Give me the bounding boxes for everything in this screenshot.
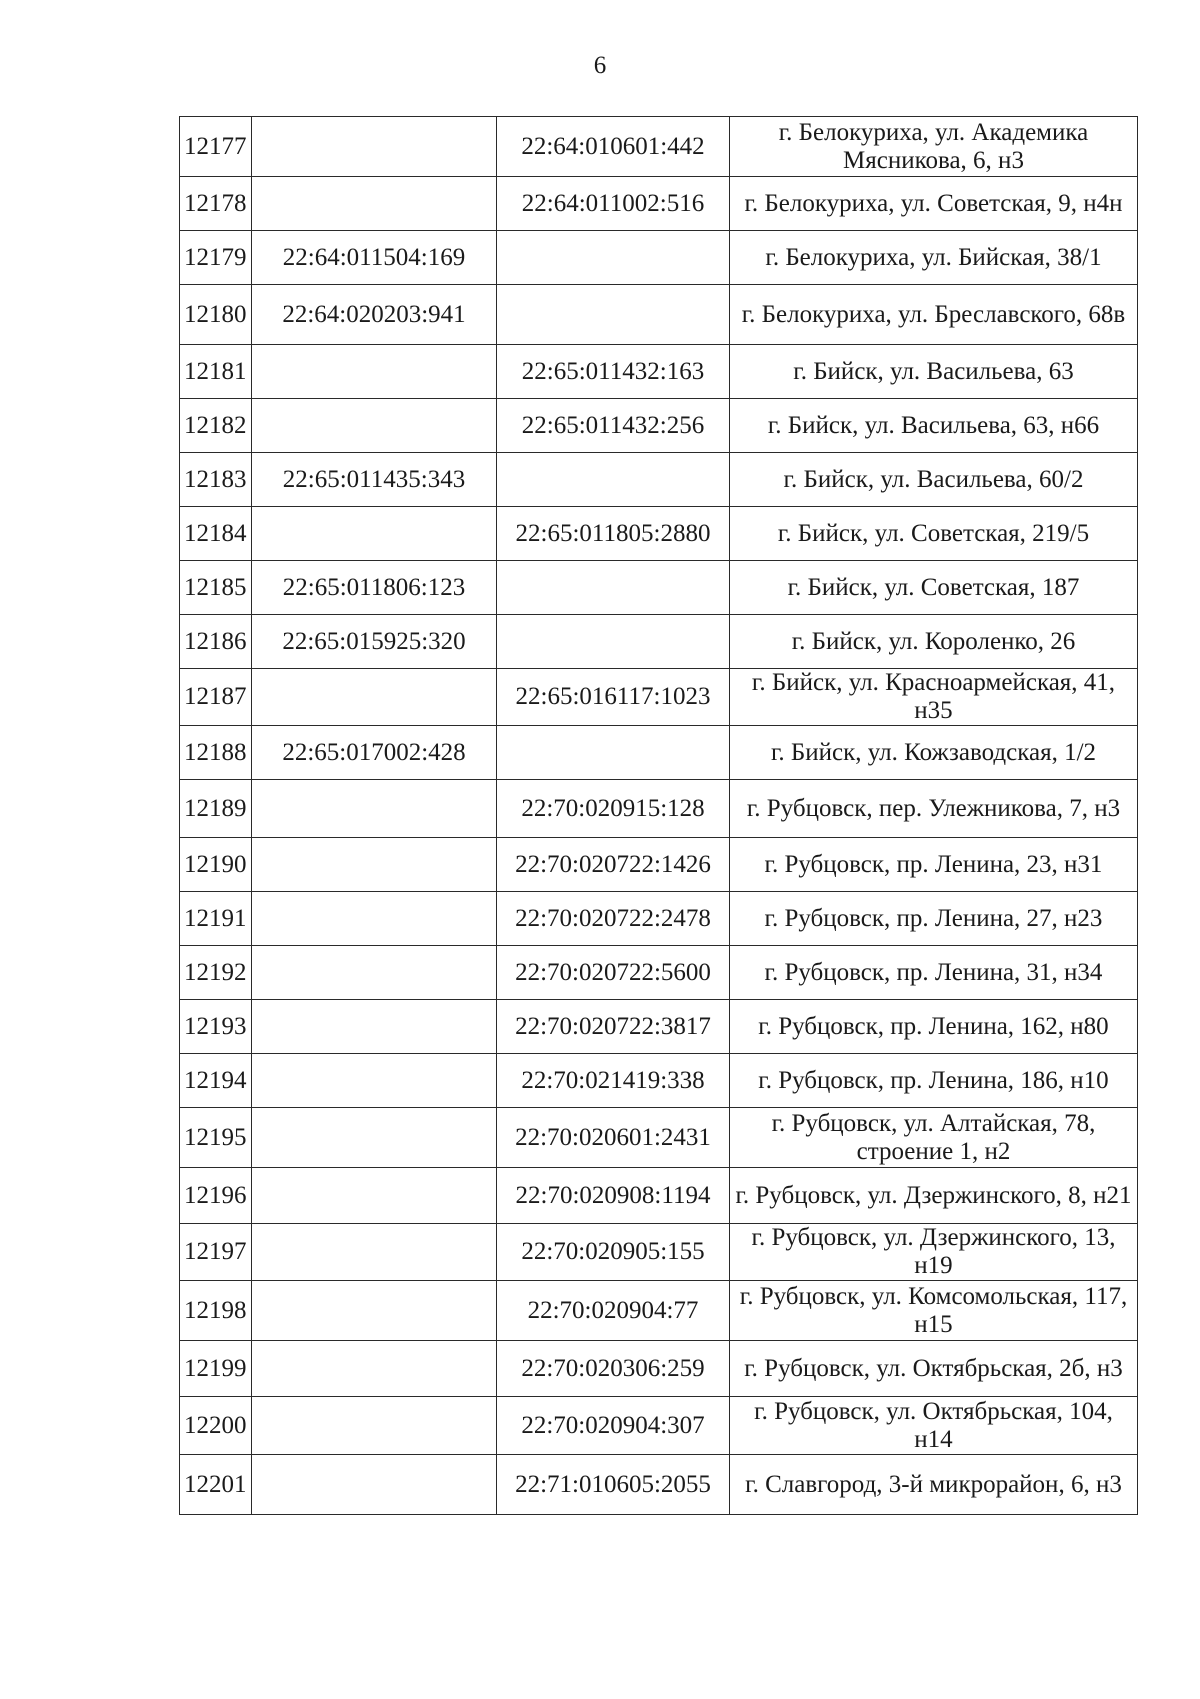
address: г. Рубцовск, ул. Алтайская, 78, строение 1, н2 bbox=[730, 1108, 1138, 1168]
land-cadastral-number bbox=[252, 399, 497, 453]
building-cadastral-number bbox=[497, 285, 730, 345]
building-cadastral-number: 22:70:020601:2431 bbox=[497, 1108, 730, 1168]
address: г. Славгород, 3-й микрорайон, 6, н3 bbox=[730, 1455, 1138, 1515]
building-cadastral-number: 22:70:020904:77 bbox=[497, 1281, 730, 1341]
land-cadastral-number bbox=[252, 838, 497, 892]
address: г. Бийск, ул. Кожзаводская, 1/2 bbox=[730, 726, 1138, 780]
land-cadastral-number bbox=[252, 1455, 497, 1515]
address: г. Бийск, ул. Васильева, 63 bbox=[730, 345, 1138, 399]
address: г. Рубцовск, ул. Комсомольская, 117, н15 bbox=[730, 1281, 1138, 1341]
row-number: 12194 bbox=[180, 1054, 252, 1108]
address: г. Рубцовск, ул. Дзержинского, 8, н21 bbox=[730, 1168, 1138, 1224]
land-cadastral-number: 22:65:015925:320 bbox=[252, 615, 497, 669]
land-cadastral-number bbox=[252, 892, 497, 946]
land-cadastral-number bbox=[252, 1168, 497, 1224]
row-number: 12178 bbox=[180, 177, 252, 231]
row-number: 12199 bbox=[180, 1341, 252, 1397]
address: г. Белокуриха, ул. Академика Мясникова, 6, н3 bbox=[730, 117, 1138, 177]
table-row bbox=[180, 1224, 1138, 1281]
building-cadastral-number bbox=[497, 615, 730, 669]
property-registry-table bbox=[179, 116, 1138, 1515]
building-cadastral-number: 22:70:020306:259 bbox=[497, 1341, 730, 1397]
table-row bbox=[180, 507, 1138, 561]
table-row bbox=[180, 1397, 1138, 1455]
building-cadastral-number: 22:70:020722:2478 bbox=[497, 892, 730, 946]
building-cadastral-number: 22:70:021419:338 bbox=[497, 1054, 730, 1108]
building-cadastral-number: 22:65:011805:2880 bbox=[497, 507, 730, 561]
table-row bbox=[180, 117, 1138, 177]
land-cadastral-number: 22:65:011806:123 bbox=[252, 561, 497, 615]
row-number: 12179 bbox=[180, 231, 252, 285]
table-row bbox=[180, 561, 1138, 615]
building-cadastral-number: 22:64:010601:442 bbox=[497, 117, 730, 177]
table-row bbox=[180, 453, 1138, 507]
row-number: 12188 bbox=[180, 726, 252, 780]
land-cadastral-number bbox=[252, 780, 497, 838]
row-number: 12187 bbox=[180, 669, 252, 726]
building-cadastral-number: 22:70:020908:1194 bbox=[497, 1168, 730, 1224]
building-cadastral-number: 22:65:011432:163 bbox=[497, 345, 730, 399]
row-number: 12191 bbox=[180, 892, 252, 946]
land-cadastral-number bbox=[252, 946, 497, 1000]
row-number: 12193 bbox=[180, 1000, 252, 1054]
land-cadastral-number bbox=[252, 117, 497, 177]
land-cadastral-number bbox=[252, 1000, 497, 1054]
land-cadastral-number: 22:65:017002:428 bbox=[252, 726, 497, 780]
table-row bbox=[180, 946, 1138, 1000]
land-cadastral-number bbox=[252, 669, 497, 726]
building-cadastral-number: 22:70:020722:1426 bbox=[497, 838, 730, 892]
table-row bbox=[180, 1455, 1138, 1515]
page-number: 6 bbox=[593, 52, 607, 79]
address: г. Бийск, ул. Советская, 187 bbox=[730, 561, 1138, 615]
address: г. Рубцовск, пр. Ленина, 23, н31 bbox=[730, 838, 1138, 892]
row-number: 12200 bbox=[180, 1397, 252, 1455]
building-cadastral-number bbox=[497, 561, 730, 615]
table-row bbox=[180, 615, 1138, 669]
land-cadastral-number bbox=[252, 1108, 497, 1168]
building-cadastral-number bbox=[497, 231, 730, 285]
address: г. Белокуриха, ул. Советская, 9, н4н bbox=[730, 177, 1138, 231]
building-cadastral-number: 22:70:020904:307 bbox=[497, 1397, 730, 1455]
address: г. Рубцовск, пр. Ленина, 31, н34 bbox=[730, 946, 1138, 1000]
row-number: 12180 bbox=[180, 285, 252, 345]
building-cadastral-number bbox=[497, 453, 730, 507]
table-row bbox=[180, 285, 1138, 345]
table-row bbox=[180, 726, 1138, 780]
address: г. Рубцовск, ул. Дзержинского, 13, н19 bbox=[730, 1224, 1138, 1281]
address: г. Рубцовск, пр. Ленина, 186, н10 bbox=[730, 1054, 1138, 1108]
table-row bbox=[180, 892, 1138, 946]
address: г. Бийск, ул. Красноармейская, 41, н35 bbox=[730, 669, 1138, 726]
row-number: 12195 bbox=[180, 1108, 252, 1168]
address: г. Рубцовск, пр. Ленина, 162, н80 bbox=[730, 1000, 1138, 1054]
row-number: 12196 bbox=[180, 1168, 252, 1224]
land-cadastral-number bbox=[252, 1224, 497, 1281]
row-number: 12181 bbox=[180, 345, 252, 399]
land-cadastral-number: 22:64:020203:941 bbox=[252, 285, 497, 345]
table-row bbox=[180, 1054, 1138, 1108]
building-cadastral-number bbox=[497, 726, 730, 780]
building-cadastral-number: 22:70:020905:155 bbox=[497, 1224, 730, 1281]
building-cadastral-number: 22:64:011002:516 bbox=[497, 177, 730, 231]
building-cadastral-number: 22:65:011432:256 bbox=[497, 399, 730, 453]
address: г. Рубцовск, пер. Улежникова, 7, н3 bbox=[730, 780, 1138, 838]
building-cadastral-number: 22:70:020722:3817 bbox=[497, 1000, 730, 1054]
address: г. Белокуриха, ул. Бреславского, 68в bbox=[730, 285, 1138, 345]
land-cadastral-number: 22:65:011435:343 bbox=[252, 453, 497, 507]
row-number: 12183 bbox=[180, 453, 252, 507]
table-row bbox=[180, 1108, 1138, 1168]
land-cadastral-number bbox=[252, 1054, 497, 1108]
address: г. Бийск, ул. Короленко, 26 bbox=[730, 615, 1138, 669]
table-row bbox=[180, 177, 1138, 231]
table-row bbox=[180, 1341, 1138, 1397]
row-number: 12186 bbox=[180, 615, 252, 669]
land-cadastral-number bbox=[252, 1397, 497, 1455]
address: г. Рубцовск, пр. Ленина, 27, н23 bbox=[730, 892, 1138, 946]
building-cadastral-number: 22:70:020915:128 bbox=[497, 780, 730, 838]
table-row bbox=[180, 669, 1138, 726]
table-row bbox=[180, 780, 1138, 838]
land-cadastral-number bbox=[252, 177, 497, 231]
table-row bbox=[180, 1000, 1138, 1054]
land-cadastral-number bbox=[252, 345, 497, 399]
building-cadastral-number: 22:71:010605:2055 bbox=[497, 1455, 730, 1515]
address: г. Рубцовск, ул. Октябрьская, 104, н14 bbox=[730, 1397, 1138, 1455]
land-cadastral-number: 22:64:011504:169 bbox=[252, 231, 497, 285]
row-number: 12189 bbox=[180, 780, 252, 838]
row-number: 12182 bbox=[180, 399, 252, 453]
building-cadastral-number: 22:70:020722:5600 bbox=[497, 946, 730, 1000]
table-row bbox=[180, 399, 1138, 453]
row-number: 12177 bbox=[180, 117, 252, 177]
table-row bbox=[180, 345, 1138, 399]
address: г. Бийск, ул. Васильева, 60/2 bbox=[730, 453, 1138, 507]
table-row bbox=[180, 1281, 1138, 1341]
land-cadastral-number bbox=[252, 1341, 497, 1397]
address: г. Бийск, ул. Советская, 219/5 bbox=[730, 507, 1138, 561]
table-row bbox=[180, 838, 1138, 892]
land-cadastral-number bbox=[252, 507, 497, 561]
row-number: 12201 bbox=[180, 1455, 252, 1515]
table-row bbox=[180, 231, 1138, 285]
row-number: 12185 bbox=[180, 561, 252, 615]
row-number: 12198 bbox=[180, 1281, 252, 1341]
building-cadastral-number: 22:65:016117:1023 bbox=[497, 669, 730, 726]
land-cadastral-number bbox=[252, 1281, 497, 1341]
row-number: 12190 bbox=[180, 838, 252, 892]
address: г. Белокуриха, ул. Бийская, 38/1 bbox=[730, 231, 1138, 285]
address: г. Бийск, ул. Васильева, 63, н66 bbox=[730, 399, 1138, 453]
row-number: 12184 bbox=[180, 507, 252, 561]
address: г. Рубцовск, ул. Октябрьская, 2б, н3 bbox=[730, 1341, 1138, 1397]
row-number: 12197 bbox=[180, 1224, 252, 1281]
table-row bbox=[180, 1168, 1138, 1224]
row-number: 12192 bbox=[180, 946, 252, 1000]
table-body bbox=[180, 117, 1138, 1515]
